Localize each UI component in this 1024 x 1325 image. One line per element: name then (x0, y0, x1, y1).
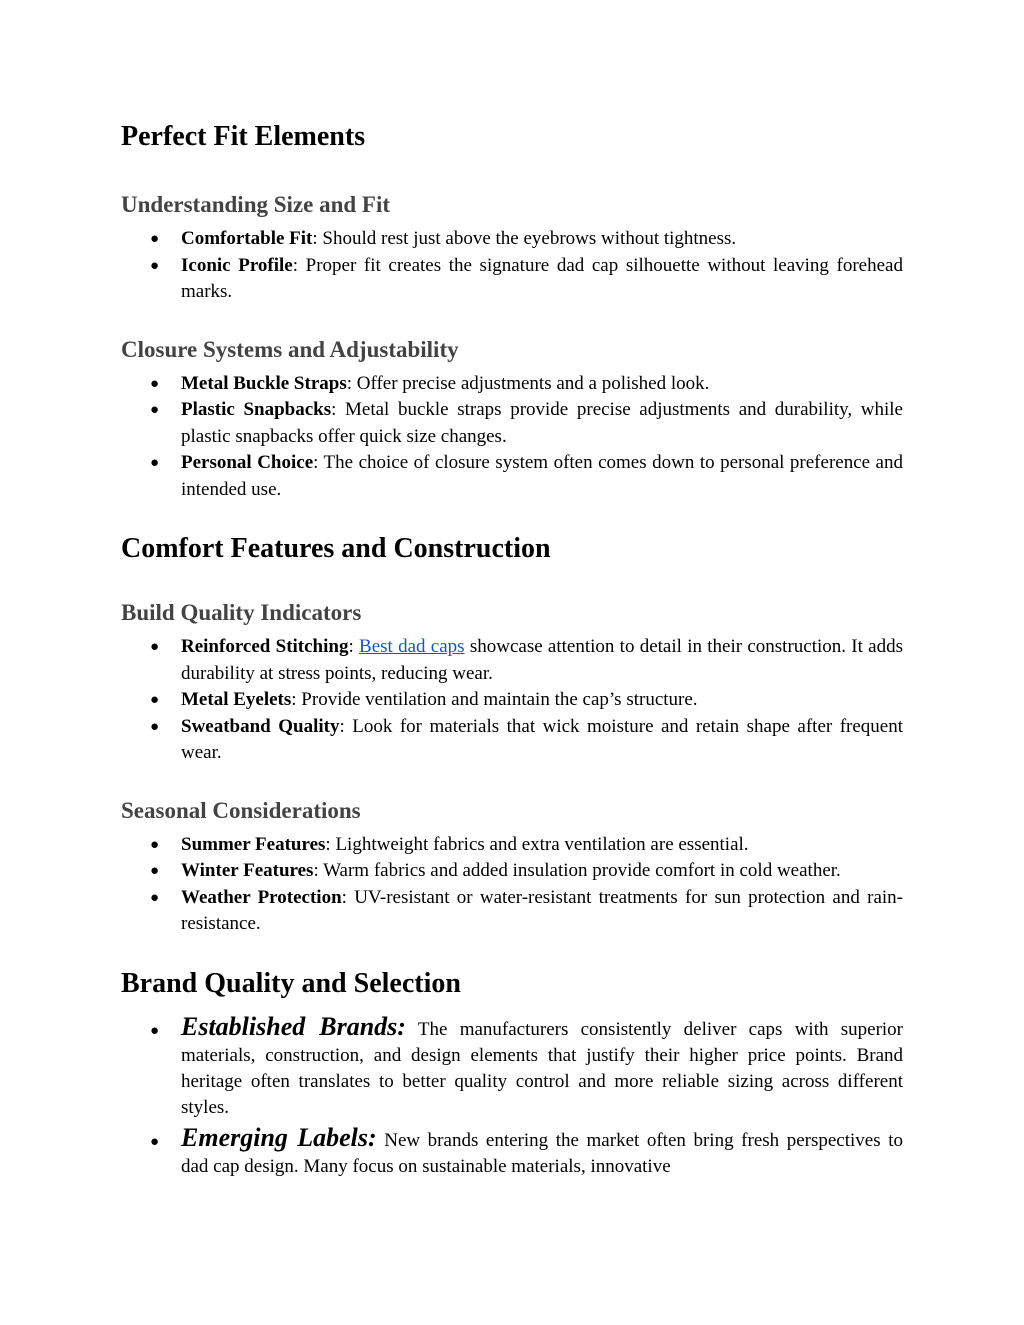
item-term: Weather Protection (181, 886, 342, 908)
bullet-icon: ● (150, 402, 160, 418)
list-brand (121, 1011, 903, 1180)
bullet-icon: ● (150, 1133, 160, 1150)
item-text: : Warm fabrics and added insulation provide comfort in cold weather. (313, 860, 841, 881)
bullet-icon: ● (150, 863, 160, 879)
list-item (121, 226, 903, 253)
subheading-build-quality: Build Quality Indicators (121, 600, 362, 625)
item-term: Established Brands: (181, 1011, 406, 1041)
item-text: The manufacturers consistently deliver caps with superior materials, construction, and design elements that justify their higher price points. Brand heritage often translates to better quality control and more reliable sizing across different styles. (181, 1018, 903, 1118)
bullet-icon: ● (150, 718, 160, 735)
item-text: : Look for materials that wick moisture and retain shape after frequent wear. (181, 715, 904, 763)
item-term: Sweatband Quality (181, 715, 340, 737)
bullet-icon: ● (150, 455, 160, 471)
list-size-fit (121, 226, 903, 306)
bullet-icon: ● (150, 1022, 160, 1039)
item-term: Emerging Labels: (181, 1122, 377, 1152)
list-item (121, 397, 903, 450)
item-text: : The choice of closure system often comes down to personal preference and intended use. (181, 452, 903, 500)
list-item (121, 450, 903, 503)
item-separator: : (348, 636, 360, 657)
subheading-seasonal: Seasonal Considerations (121, 797, 361, 823)
item-text: : Provide ventilation and maintain the cap’s structure. (291, 689, 698, 710)
item-text: : Metal buckle straps provide precise adjustments and durability, while plastic snapbacks offer quick size changes. (181, 399, 903, 447)
item-term: Metal Buckle Straps (181, 372, 347, 394)
list-item (121, 253, 903, 306)
bullet-icon: ● (150, 692, 160, 708)
item-text: : Proper fit creates the signature dad cap silhouette without leaving forehead marks. (181, 254, 903, 302)
list-item (121, 371, 903, 398)
item-text: : UV-resistant or water-resistant treatments for sun protection and rain-resistance. (181, 886, 903, 934)
bullet-icon: ● (150, 889, 160, 906)
item-text: : Offer precise adjustments and a polished look. (346, 372, 710, 394)
list-item (121, 1122, 903, 1180)
list-item (121, 1011, 903, 1121)
heading-brand: Brand Quality and Selection (121, 967, 461, 999)
item-term: Iconic Profile (181, 254, 293, 276)
item-text: : Should rest just above the eyebrows without tightness. (312, 228, 737, 249)
item-text: New brands entering the market often bring fresh perspectives to dad cap design. Many focus on sustainable materials, innovative (181, 1129, 903, 1177)
bullet-icon: ● (150, 375, 160, 392)
item-term: Winter Features (181, 860, 314, 881)
bullet-icon: ● (150, 257, 160, 274)
bullet-icon: ● (150, 639, 160, 655)
subheading-closure: Closure Systems and Adjustability (121, 336, 459, 362)
list-item (121, 634, 903, 687)
list-item (121, 832, 903, 859)
item-text: : Lightweight fabrics and extra ventilation are essential. (325, 833, 749, 855)
bullet-icon: ● (150, 836, 160, 853)
list-build-quality (121, 634, 903, 767)
item-term: Summer Features (181, 833, 326, 855)
subheading-size-fit: Understanding Size and Fit (121, 192, 391, 217)
list-item (121, 885, 903, 938)
list-item (121, 714, 903, 767)
list-seasonal (121, 832, 903, 938)
item-term: Metal Eyelets (181, 689, 292, 710)
list-closure (121, 371, 903, 504)
item-term: Personal Choice (181, 452, 314, 473)
bullet-icon: ● (150, 231, 160, 247)
item-term: Reinforced Stitching (181, 636, 349, 657)
heading-comfort: Comfort Features and Construction (121, 533, 551, 564)
list-item (121, 858, 903, 885)
item-text: showcase attention to detail in their construction. It adds durability at stress points, reducing wear. (181, 636, 903, 684)
best-dad-caps-link[interactable]: Best dad caps (359, 636, 465, 657)
item-term: Plastic Snapbacks (181, 399, 332, 420)
document-page (121, 115, 903, 1180)
heading-perfect-fit: Perfect Fit Elements (121, 121, 366, 152)
item-term: Comfortable Fit (181, 228, 313, 249)
list-item (121, 687, 903, 714)
